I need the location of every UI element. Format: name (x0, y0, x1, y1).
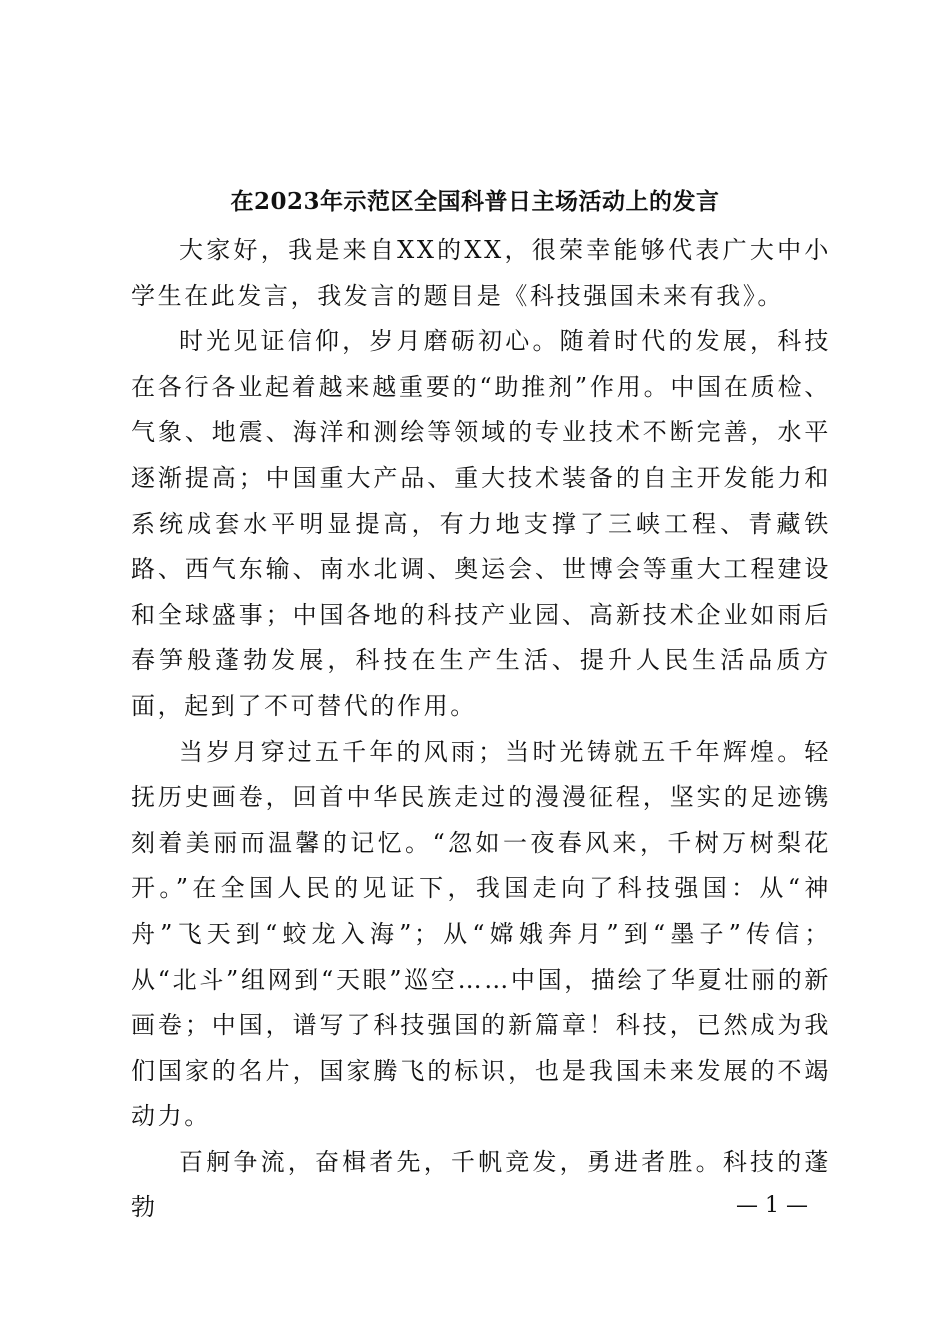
document-title: 在2023年示范区全国科普日主场活动上的发言 (230, 188, 720, 215)
paragraph-technology-development: 时光见证信仰，岁月磨砺初心。随着时代的发展，科技在各行各业起着越来越重要的“助推剂”作用。中国在质检、气象、地震、海洋和测绘等领域的专业技术不断完善，水平逐渐提高；中国重大产品、重大技术装备的自主开发能力和系统成套水平明显提高，有力地支撑了三峡工程、青藏铁路、西气东输、南水北调、奥运会、世博会等重大工程建设和全球盛事；中国各地的科技产业园、高新技术企业如雨后春笋般蓬勃发展，科技在生产生活、提升人民生活品质方面，起到了不可替代的作用。 (131, 327, 831, 720)
document-body (131, 228, 831, 1231)
page-number: — 1 — (736, 1193, 808, 1218)
paragraph-competition: 百舸争流，奋楫者先，千帆竞发，勇进者胜。科技的蓬勃 (131, 1147, 831, 1222)
paragraph-intro: 大家好，我是来自XX的XX，很荣幸能够代表广大中小学生在此发言，我发言的题目是《科技强国未来有我》。 (131, 236, 831, 310)
paragraph-history: 当岁月穿过五千年的风雨；当时光铸就五千年辉煌。轻抚历史画卷，回首中华民族走过的漫漫征程，坚实的足迹镌刻着美丽而温馨的记忆。“忽如一夜春风来，千树万树梨花开。”在全国人民的见证下，我国走向了科技强国：从“神舟”飞天到“蛟龙入海”；从“嫦娥奔月”到“墨子”传信；从“北斗”组网到“天眼”巡空……中国，描绘了华夏壮丽的新画卷；中国，谱写了科技强国的新篇章！科技，已然成为我们国家的名片，国家腾飞的标识，也是我国未来发展的不竭动力。 (131, 737, 831, 1131)
